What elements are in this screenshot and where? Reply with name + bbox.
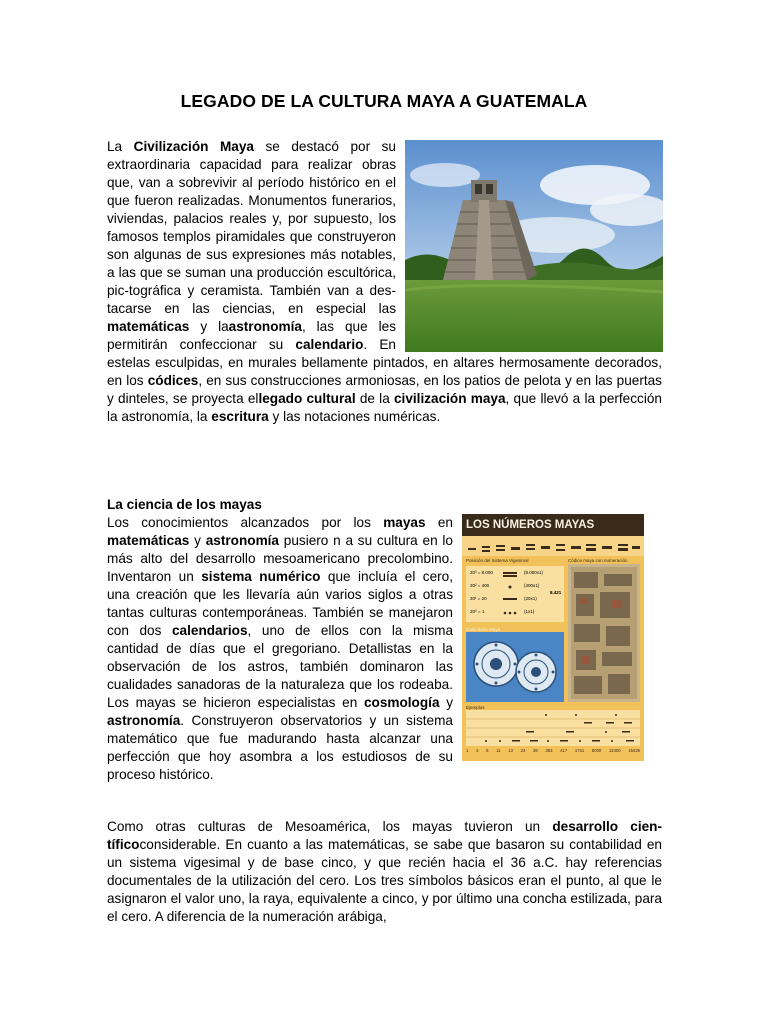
row-1: 20⁰ = 1 [470,609,485,614]
text-run: . Construyeron observatorios y un sistema matemático que fue madurando hasta alcanzar una perfección que hoy asombra a los estudiosos de su proceso histórico. [107,713,453,782]
page-title: LEGADO DE LA CULTURA MAYA A GUATEMALA [180,91,588,111]
row-8000: 20³ = 8.000 [470,570,493,575]
text-run: en [425,515,453,530]
bottom-number: 15425 [628,748,640,753]
bold-term: sistema numérico [201,569,321,584]
bottom-number: 12400 [608,748,621,753]
text-run: y [439,695,453,710]
calendar-label: Calendario Maya [466,627,501,632]
bold-term: cosmología [363,695,440,710]
codex-subtitle: Códice maya con numeración [568,558,628,563]
bold-term: astronomía [228,319,302,334]
text-run: considerable. En cuanto a las matemáticas, se sabe que basaron su contabilidad en un sistema vigesimal y de base cinco, y que recién hacia el 36 a.C. hay referencias documentales de la utilización del cero. Los tres símbolos básicos eran el punto, al que le asignaron el valor uno, la raya, equivalente a cinco, y por último una concha estilizada, para el cero. A diferencia de la numeración arábiga, [107,837,662,924]
bottom-number: 417 [560,748,568,753]
paragraph-math [107,818,662,926]
bold-term: desarrollo cien-tífico [107,819,662,852]
bottom-number: 23 [520,748,526,753]
float-spacer-2 [453,514,662,766]
bottom-number: 3 [476,748,479,753]
bottom-number: 1741 [574,748,585,753]
value-400: (400x1) [524,583,540,588]
bottom-number: 36 [533,748,538,753]
bottom-number: 1 [466,748,469,753]
figure-title: LOS NÚMEROS MAYAS [462,514,644,536]
value-8000: (8.000x1) [524,570,544,575]
text-run: Los conocimientos alcanzados por los [107,515,384,530]
bold-term: legado cultural [258,391,356,406]
bold-term: matemáticas [107,533,190,548]
examples-label: Ejemplos [466,705,485,710]
text-run: , en sus construcciones armoniosas, en los patios de pelota y en las puertas y dinteles, se proyecta el [107,373,662,406]
text-run: pusiero n a su cultura en lo más alto del desarrollo mesoamericano precolombino. Inventaron un [107,533,453,584]
text-run: La [107,139,134,154]
text-run: de la [355,391,394,406]
section-heading: La ciencia de los mayas [107,497,262,512]
bold-term: escritura [211,409,269,424]
bottom-number: 363 [545,748,553,753]
text-run: se destacó por su extraordinaria capacidad para realizar obras que, van a sobrevivir al período histórico en el que fueron realizadas. Monumentos funerarios, viviendas, palacios reales y, por supuesto, los famosos templos piramidales que construyeron son algunas de sus expresiones más notables, a las que se suman una producción escultórica, pic-tográfica y ceramista. También van a des-tacarse en las ciencias, en especial las [107,139,396,316]
value-1: (1x1) [524,609,535,614]
paragraph-math-text [107,819,662,924]
bold-term: calendarios [171,623,248,638]
row-20: 20¹ = 20 [470,596,487,601]
text-run: , que llevó a la perfección la astronomía, la [107,391,662,424]
bold-term: matemáticas [107,319,190,334]
bottom-number: 6 [486,748,489,753]
bold-term: Civilización Maya [133,139,254,154]
bold-term: astronomía [205,533,279,548]
text-run: que incluía el cero, una creación que les llevaría aún varios siglos a otras tantas culturas contemporáneas. También se manejaron con dos [107,569,453,638]
value-20: (20x1) [524,596,537,601]
paragraph-science-text [107,515,453,782]
bold-term: mayas [383,515,426,530]
bold-term: astronomía [107,713,181,728]
bold-term: calendario [295,337,364,352]
bottom-number: 11 [496,748,501,753]
float-spacer-1 [396,138,662,350]
paragraph-intro [107,138,662,426]
text-run: y la [189,319,229,334]
bottom-number: 8000 [591,748,602,753]
text-run: Como otras culturas de Mesoamérica, los mayas tuvieron un [107,819,553,834]
table-subtitle: Posición del Sistema Vigesimal [466,558,529,563]
text-run: . En estelas esculpidas, en murales bellamente pintados, en altares hermosamente decorados, en los [107,337,662,388]
paragraph-science [107,514,662,784]
text-run: y las notaciones numéricas. [268,409,441,424]
bold-term: civilización maya [394,391,506,406]
bold-term: códices [147,373,199,388]
text-run: y [189,533,206,548]
row-400: 20² = 400 [470,583,490,588]
text-run: , uno de ellos con la misma cantidad de días que el gregoriano. Detallistas en la observación de los astros, también dominaron las cualidades sanadoras de la naturaleza que los rodeaba. Los mayas se hicieron especialistas en [107,623,454,710]
bottom-number: 13 [508,748,513,753]
sum-label: 8.421 [550,590,562,595]
text-run: , las que les permitirán confeccionar su [107,319,396,352]
